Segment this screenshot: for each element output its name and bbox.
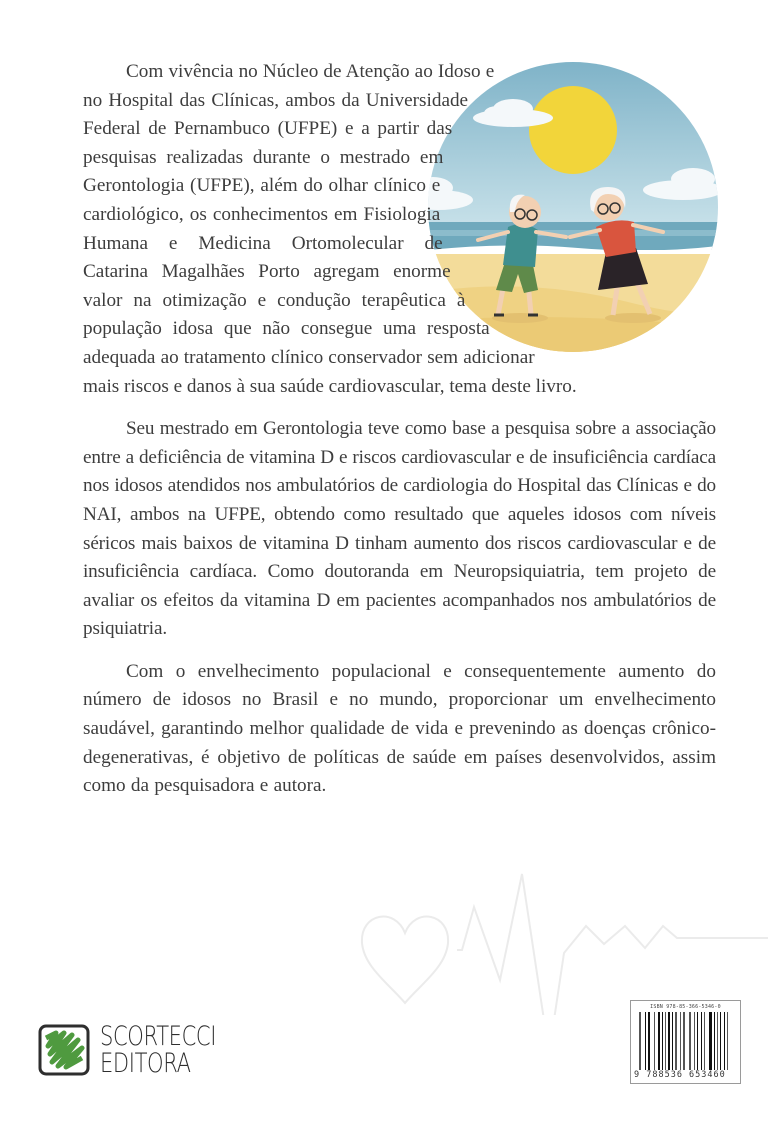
heartbeat-decoration (340, 845, 768, 1015)
paragraph-healthy-aging: Com o envelhecimento populacional e consequentemente aumento do número de idosos no Brasil e no mundo, proporcionar um envelhecimento saudável, garantindo melhor qualidade de vida e prevenindo as doenças crônico-degenerativas, é objetivo de políticas de saúde em países desenvolvidos, assim como da pesquisadora e autora. (83, 660, 716, 797)
barcode-bar (694, 1012, 695, 1070)
barcode-bars (639, 1012, 732, 1070)
barcode-digits: 9 788536 653460 (634, 1070, 726, 1080)
isbn-barcode (630, 1000, 741, 1084)
barcode-bar (672, 1012, 673, 1070)
barcode-bar (720, 1012, 721, 1070)
barcode-bar (662, 1012, 663, 1070)
publisher-name-line1: SCORTECCI (100, 1021, 217, 1052)
barcode-bar (654, 1012, 655, 1070)
barcode-bar (658, 1012, 660, 1070)
barcode-bar (724, 1012, 725, 1070)
barcode-bar (709, 1012, 712, 1070)
barcode-bar (717, 1012, 718, 1070)
barcode-bar (665, 1012, 666, 1070)
barcode-bar (701, 1012, 702, 1070)
back-cover-text (83, 58, 716, 815)
isbn-label: ISBN 978-85-366-5346-0 (650, 1004, 721, 1010)
publisher-name (100, 1023, 216, 1077)
paragraph-masters-research: Seu mestrado em Gerontologia teve como base a pesquisa sobre a associação entre a deficiência de vitamina D e riscos cardiovascular e de insuficiência cardíaca nos idosos atendidos nos ambulatórios de cardiologia do Hospital das Clínicas e do NAI, ambos na UFPE, obtendo como resultado que aqueles idosos com níveis séricos mais baixos de vitamina D tinham aumento dos riscos cardiovascular e de insuficiência cardíaca. Como doutoranda em Neuropsiquiatria, tem projeto de avaliar os efeitos da vitamina D em pacientes acompanhados nos ambulatórios de psiquiatria. (83, 418, 716, 640)
heart-outline-icon (362, 917, 448, 1003)
publisher-logo (38, 1023, 249, 1077)
barcode-bar (704, 1012, 705, 1070)
heartbeat-line-icon (457, 874, 768, 1015)
barcode-bar (668, 1012, 670, 1070)
barcode-bar (727, 1012, 728, 1070)
publisher-name-line2: EDITORA (100, 1048, 191, 1079)
barcode-bar (675, 1012, 677, 1070)
barcode-bar (697, 1012, 698, 1070)
barcode-bar (639, 1012, 641, 1070)
barcode-bar (680, 1012, 681, 1070)
paragraph-author-experience: Com vivência no Núcleo de Atenção ao Idoso e no Hospital das Clínicas, ambos da Universidade Federal de Pernambuco (UFPE) e a partir das pesquisas realizadas durante o mestrado em Gerontologia (UFPE), além do olhar clínico e cardiológico, os conhecimentos em Fisiologia Humana e Medicina Ortomolecular de Catarina Magalhães Porto agregam enorme valor na otimização e condução terapêutica à população idosa que não consegue uma resposta adequada ao tratamento clínico conservador sem adicionar mais riscos e danos à sua saúde cardiovascular, tema deste livro. (83, 61, 577, 397)
barcode-bar (683, 1012, 685, 1070)
scortecci-logo-icon (38, 1024, 90, 1076)
barcode-bar (648, 1012, 650, 1070)
barcode-bar (689, 1012, 691, 1070)
barcode-bar (714, 1012, 715, 1070)
barcode-bar (645, 1012, 646, 1070)
